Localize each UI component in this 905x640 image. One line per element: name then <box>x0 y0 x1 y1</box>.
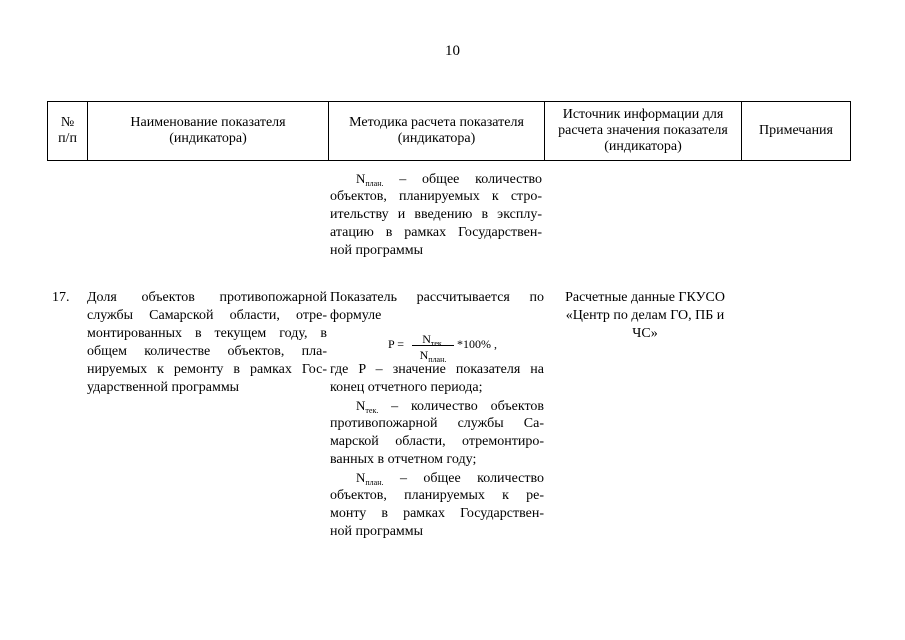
method-line: формуле <box>330 308 382 323</box>
method-line: конец отчетного периода; <box>330 380 483 395</box>
header-notes: Примечания <box>741 102 851 160</box>
header-name: Наименование показателя (индикатора) <box>87 102 328 160</box>
source-line: Расчетные данные ГКУСО <box>565 290 725 305</box>
method-line: Показатель рассчитывается по <box>330 290 544 305</box>
method-line: монту в рамках Государствен- <box>330 506 544 521</box>
continuation-method <box>330 170 542 260</box>
data-source <box>548 289 742 343</box>
continuation-first-line: $N_{план.}$ – общее количество <box>356 171 542 188</box>
table-header <box>47 101 851 161</box>
method-line: где P – значение показателя на <box>330 362 544 377</box>
method-intro <box>330 289 544 325</box>
continuation-line: атацию в рамках Государствен- <box>330 225 542 240</box>
method-where <box>330 361 544 541</box>
indicator-name-line: службы Самарской области, отре- <box>87 308 327 323</box>
page-number: 10 <box>445 43 460 59</box>
method-line: марской области, отремонтиро- <box>330 434 544 449</box>
formula <box>388 332 548 364</box>
continuation-line: ительству и введению в эксплу- <box>330 207 542 222</box>
formula-lhs: P = <box>388 337 404 351</box>
ntek-first-line: $N_{тек.}$ – количество объектов <box>356 398 544 415</box>
method-line: ванных в отчетном году; <box>330 452 477 467</box>
indicator-name-line: монтированных в текущем году, в <box>87 326 327 341</box>
indicator-name-line: ударственной программы <box>87 380 240 395</box>
header-number: № п/п <box>47 102 87 160</box>
formula-denominator: $N_{план.}$ <box>419 348 447 364</box>
continuation-line: объектов, планируемых к стро- <box>330 189 542 204</box>
method-line: объектов, планируемых к ре- <box>330 488 544 503</box>
nplan-first-line: $N_{план.}$ – общее количество <box>356 470 545 487</box>
indicator-name <box>87 289 327 397</box>
header-method: Методика расчета показателя (индикатора) <box>328 102 544 160</box>
row-number: 17. <box>52 290 70 305</box>
indicator-name-line: Доля объектов противопожарной <box>87 290 327 305</box>
indicator-name-line: общем количестве объектов, пла- <box>87 344 327 359</box>
header-source: Источник информации для расчета значения показателя (индикатора) <box>544 102 741 160</box>
formula-rhs: *100% , <box>457 337 497 351</box>
formula-numerator: $N_{тек.}$ <box>422 332 444 348</box>
method-line: ной программы <box>330 524 424 539</box>
method-line: противопожарной службы Са- <box>330 416 544 431</box>
continuation-line: ной программы <box>330 243 424 258</box>
source-line: «Центр по делам ГО, ПБ и <box>565 308 725 323</box>
indicator-name-line: нируемых к ремонту в рамках Гос- <box>87 362 327 377</box>
source-line: ЧС» <box>632 326 658 341</box>
